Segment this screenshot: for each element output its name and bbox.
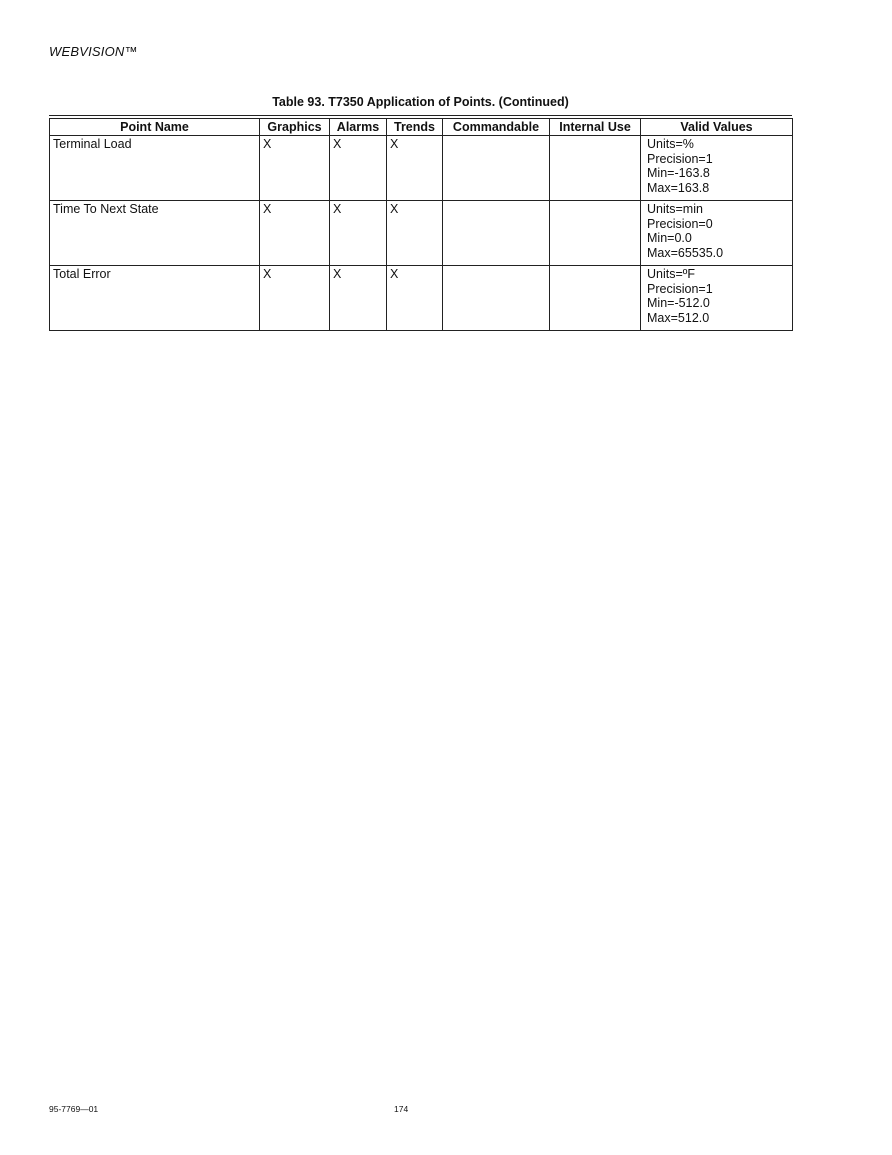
internal-use-cell	[550, 201, 641, 266]
valid-value-units: Units=ºF	[647, 267, 695, 281]
trends-cell: X	[387, 201, 443, 266]
graphics-cell: X	[260, 266, 330, 331]
valid-value-min: Min=0.0	[647, 231, 692, 245]
valid-value-max: Max=163.8	[647, 180, 710, 195]
commandable-cell	[443, 201, 550, 266]
points-table-container	[49, 115, 792, 331]
point-name-cell: Terminal Load	[50, 136, 260, 201]
commandable-cell	[443, 266, 550, 331]
commandable-cell	[443, 136, 550, 201]
valid-value-precision: Precision=0	[647, 216, 713, 231]
valid-value-max: Max=512.0	[647, 310, 710, 325]
point-name-cell: Time To Next State	[50, 201, 260, 266]
alarms-cell: X	[330, 201, 387, 266]
page-number: 174	[394, 1104, 409, 1114]
column-header-graphics: Graphics	[260, 119, 330, 136]
document-number: 95-7769—01	[49, 1104, 99, 1114]
trends-cell: X	[387, 136, 443, 201]
points-table	[49, 118, 793, 331]
valid-value-max: Max=65535.0	[647, 245, 724, 260]
trends-cell: X	[387, 266, 443, 331]
column-header-alarms: Alarms	[330, 119, 387, 136]
column-header-internal-use: Internal Use	[550, 119, 641, 136]
column-header-valid-values: Valid Values	[641, 119, 793, 136]
valid-value-units: Units=%	[647, 137, 694, 151]
table-header-row	[50, 119, 793, 136]
valid-value-precision: Precision=1	[647, 281, 713, 296]
point-name-cell: Total Error	[50, 266, 260, 331]
valid-values-cell	[641, 136, 793, 201]
valid-values-cell	[641, 266, 793, 331]
internal-use-cell	[550, 266, 641, 331]
graphics-cell: X	[260, 136, 330, 201]
table-caption: Table 93. T7350 Application of Points. (Continued)	[272, 95, 569, 109]
valid-value-precision: Precision=1	[647, 151, 713, 166]
internal-use-cell	[550, 136, 641, 201]
alarms-cell: X	[330, 136, 387, 201]
alarms-cell: X	[330, 266, 387, 331]
valid-value-units: Units=min	[647, 202, 703, 216]
valid-values-cell	[641, 201, 793, 266]
column-header-point-name: Point Name	[50, 119, 260, 136]
table-row	[50, 136, 793, 201]
valid-value-min: Min=-512.0	[647, 296, 710, 310]
column-header-commandable: Commandable	[443, 119, 550, 136]
table-row	[50, 266, 793, 331]
valid-value-min: Min=-163.8	[647, 166, 710, 180]
graphics-cell: X	[260, 201, 330, 266]
table-row	[50, 201, 793, 266]
running-header-title: WEBVISION™	[49, 44, 138, 59]
column-header-trends: Trends	[387, 119, 443, 136]
